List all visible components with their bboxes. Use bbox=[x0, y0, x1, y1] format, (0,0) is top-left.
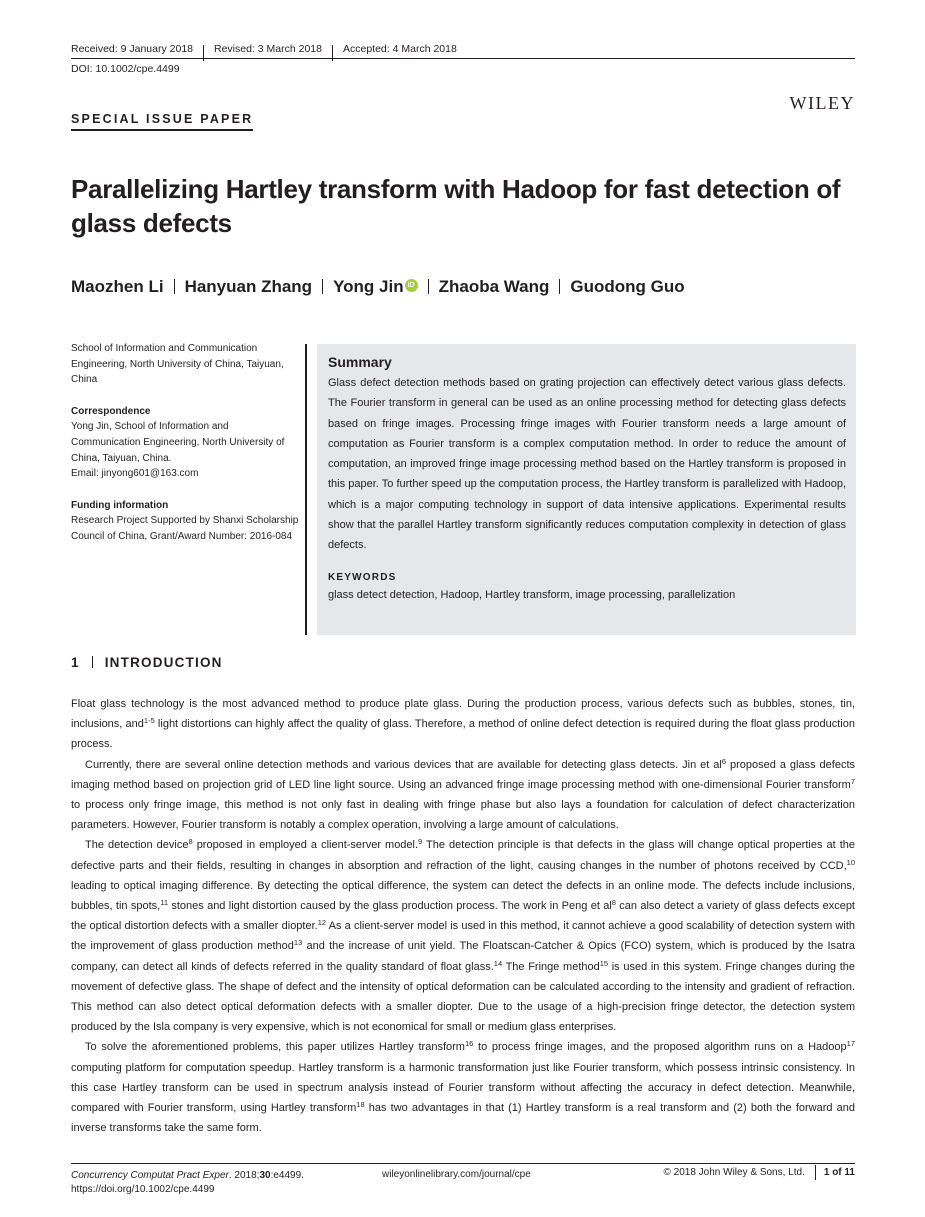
section-heading bbox=[71, 655, 223, 670]
journal-name: Concurrency Computat Pract Exper bbox=[71, 1170, 229, 1181]
citation[interactable]: 16 bbox=[464, 1039, 474, 1049]
keywords-heading: KEYWORDS bbox=[328, 571, 397, 583]
divider bbox=[322, 279, 323, 294]
divider bbox=[428, 279, 429, 294]
publisher-logo: WILEY bbox=[789, 93, 855, 113]
citation[interactable]: 10 bbox=[846, 857, 855, 867]
citation[interactable]: 12 bbox=[317, 918, 327, 928]
correspondence-text: Yong Jin, School of Information and Communication Engineering, North University of China, Taiyuan, China. bbox=[71, 421, 285, 464]
received-date: Received: 9 January 2018 bbox=[71, 42, 193, 55]
column-divider bbox=[305, 344, 307, 635]
citation[interactable]: 8 bbox=[188, 837, 193, 847]
article-dates bbox=[71, 41, 457, 57]
funding-heading: Funding information bbox=[71, 499, 169, 511]
summary-heading: Summary bbox=[328, 354, 392, 370]
divider bbox=[559, 279, 560, 294]
paragraph: Float glass technology is the most advanced method to produce plate glass. During the production process, various defects such as bubbles, stones, tin, inclusions, and$^{1-5}$ light distortions can highly affect the quality of glass. Therefore, a method of online defect detection is required during the float glass production process. bbox=[71, 698, 855, 751]
journal-site-link[interactable]: wileyonlinelibrary.com/journal/cpe bbox=[382, 1169, 531, 1180]
body-text bbox=[71, 694, 855, 1138]
footer-rule bbox=[71, 1163, 855, 1164]
divider bbox=[92, 656, 93, 668]
author-name[interactable]: Hanyuan Zhang bbox=[184, 277, 313, 296]
citation[interactable]: 9 bbox=[418, 837, 423, 847]
paper-title: Parallelizing Hartley transform with Hadoop for fast detection of glass defects bbox=[71, 174, 841, 238]
citation[interactable]: 17 bbox=[846, 1039, 855, 1049]
correspondence-heading: Correspondence bbox=[71, 405, 151, 417]
author-name[interactable]: Yong Jin bbox=[333, 277, 404, 296]
paragraph: To solve the aforementioned problems, this paper utilizes Hartley transform$^{16}$ to process fringe images, and the proposed algorithm runs on a Hadoop$^{17}$ computing platform for computation speedup. Hartley transform is a harmonic transformation just like Fourier transform, which possess intrinsic consistency. In this case Hartley transform can be used in spectrum analysis instead of Fourier transform without affecting the accuracy in defect detection. Meanwhile, compared with Fourier transform, using Hartley transform$^{18}$ has two advantages in that (1) Hartley transform is a real transform and (2) both the forward and inverse transforms take the same form. bbox=[71, 1039, 855, 1135]
accepted-date: Accepted: 4 March 2018 bbox=[342, 42, 457, 55]
summary-text: Glass defect detection methods based on grating projection can effectively detect various glass defects. The Fourier transform in general can be used as an online processing method for detecting glass defects based on fringe images. Processing fringe images with Fourier transform needs a large amount of computation as Fourier transform is a complex computation method. In order to reduce the amount of computation, an improved fringe image processing method based on the Hartley transform is proposed in this paper. To further speed up the computation process, the Hartley transform is parallelized with Hadoop, which is a major computing technology in support of data intensive applications. Experimental results show that the parallel Hartley transform significantly reduces computation complexity in detection of glass defects. bbox=[328, 377, 846, 552]
citation[interactable]: 6 bbox=[721, 756, 727, 766]
divider bbox=[815, 1165, 816, 1180]
header-rule bbox=[71, 58, 855, 59]
citation[interactable]: 7 bbox=[850, 776, 855, 786]
volume: 30 bbox=[259, 1170, 271, 1181]
revised-date: Revised: 3 March 2018 bbox=[214, 42, 322, 55]
citation[interactable]: 18 bbox=[356, 1100, 365, 1110]
copyright-and-page bbox=[664, 1165, 855, 1180]
citation[interactable]: 14 bbox=[493, 958, 503, 968]
citation[interactable]: 15 bbox=[599, 958, 609, 968]
section-number: 1 bbox=[71, 655, 80, 670]
doi: DOI: 10.1002/cpe.4499 bbox=[71, 63, 180, 75]
doi-link[interactable]: https://doi.org/10.1002/cpe.4499 bbox=[71, 1183, 215, 1195]
abstract-box bbox=[317, 344, 856, 635]
copyright: © 2018 John Wiley & Sons, Ltd. bbox=[663, 1167, 805, 1179]
orcid-icon[interactable]: iD bbox=[405, 279, 418, 292]
author-name[interactable]: Maozhen Li bbox=[71, 277, 164, 296]
funding-block bbox=[71, 498, 299, 545]
keywords-text: glass detect detection, Hadoop, Hartley transform, image processing, parallelization bbox=[328, 588, 736, 601]
section-title: INTRODUCTION bbox=[104, 655, 223, 670]
divider bbox=[174, 279, 175, 294]
author-name[interactable]: Guodong Guo bbox=[570, 277, 685, 296]
author-name[interactable]: Zhaoba Wang bbox=[438, 277, 550, 296]
author-list bbox=[71, 277, 685, 297]
paragraph: Currently, there are several online detection methods and various devices that are available for detecting glass detects. Jin et $al^6$ proposed a glass defects imaging method based on projection grid of LED line light source. Using an advanced fringe image processing method with one-dimensional Fourier transform$^7$ to process only fringe image, this method is not only fast in dealing with fringe phase but also lays a foundation for calculation of defect characterization parameters. However, Fourier transform is notably a complex operation, involving a large amount of calculations. bbox=[71, 756, 855, 832]
citation[interactable]: 1-5 bbox=[143, 716, 155, 726]
affiliation: School of Information and Communication Engineering, North University of China, Taiyuan, China bbox=[71, 343, 284, 386]
citation[interactable]: 8 bbox=[611, 898, 616, 908]
author-info-column bbox=[71, 341, 299, 561]
paragraph: The detection device$^8$ proposed in employed a client-server model.$^9$ The detection principle is that defects in the glass will change optical properties at the defective parts and their fields, resulting in changes in absorption and refraction of the light, causing changes in the number of photons received by CCD,$^{10}$ leading to optical imaging difference. By detecting the optical difference, the system can detect the defects in an online mode. The defects include inclusions, bubbles, tin spots,$^{11}$ stones and light distortion caused by the glass production process. The work in Peng et $al^8$ can also detect a variety of glass defects except the optical distortion defects with a smaller diopter.$^{12}$ As a client-server model is used in this method, it cannot achieve a good scalability of detection system with the improvement of glass production method$^{13}$ and the increase of unit yield. The Floatscan-Catcher & Opics (FCO) system, which is produced by the Isatra company, can detect all kinds of defects referred in the quality standard of float glass.$^{14}$ The Fringe method$^{15}$ is used in this system. Fringe changes during the movement of defective glass. The shape of defect and the intensity of optical deformation can be calculated according to the intensity and gradient of refraction. This method can also detect optical deformation defects with a smaller diopter. Due to the usage of a high-precision fringe detector, the detection system produced by the Isla company is very expensive, which is not economical for small or medium glass enterprises. bbox=[71, 837, 856, 1034]
funding-text: Research Project Supported by Shanxi Scholarship Council of China, Grant/Award Number: 2016-084 bbox=[71, 515, 299, 542]
citation[interactable]: 11 bbox=[160, 898, 169, 908]
paper-type: SPECIAL ISSUE PAPER bbox=[71, 112, 253, 131]
page-number: 1 of 11 bbox=[823, 1167, 855, 1179]
citation[interactable]: 13 bbox=[293, 938, 303, 948]
correspondence-email[interactable]: Email: jinyong601@163.com bbox=[71, 468, 199, 480]
correspondence-block bbox=[71, 404, 299, 482]
citation-info: Concurrency Computat Pract Exper. 2018;30:e4499. https://doi.org/10.1002/cpe.4499 bbox=[71, 1170, 304, 1195]
